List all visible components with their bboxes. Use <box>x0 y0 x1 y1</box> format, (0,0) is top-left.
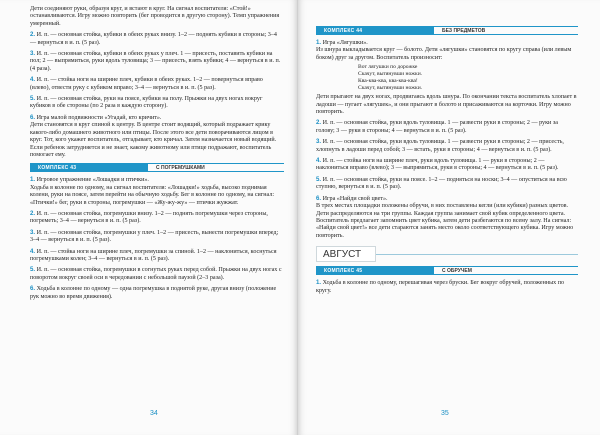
exercise-number: 3. <box>30 228 36 236</box>
paragraph: Дети соединяют руки, образуя круг, и встают в круг. На сигнал воспитателя: «Стой!» останавливаются. Игру можно повторить (бег проводится в другую сторону). Темп упражнения умеренный. <box>30 6 280 27</box>
exercise-text: И. п. — основная стойка, кубики в обеих руках у плеч. 1 — присесть, поставить кубики на пол; 2 — выпрямиться, руки вдоль туловища; 3 — присесть, взять кубики; 4 — вернуться в и. п. (4 раза). <box>30 51 281 72</box>
paragraph: Дети прыгают на двух ногах, продвигаясь вдоль шнура. По окончании текста воспитатель хлопает в ладоши — пугает «лягушек», и они прыгают в болото и присаживаются на корточки. Игру можно повторить. <box>316 94 577 116</box>
exercise-number: 6. <box>30 285 36 293</box>
exercise-3 <box>30 229 284 245</box>
exercise-text: Ходьба в колонне по одному, перешагивая через бруски. Бег вокруг обручей, положенных по кругу. <box>316 280 565 294</box>
poem-line: Скачут, вытянувши ножки. <box>358 71 423 78</box>
exercise-number: 4. <box>30 76 36 84</box>
exercise-5 <box>316 176 578 192</box>
exercise-text: И. п. — стойка ноги на ширине плеч, руки вдоль туловища. 1 — руки в стороны; 2 — наклониться вправо (влево); 3 — выпрямиться, руки в стороны; 4 — вернуться в и. п. (5 раз). <box>316 158 559 172</box>
paragraph: Ходьба в колонне по одному, на сигнал воспитателя: «Лошадки!» ходьба, высоко поднимая колени, руки на поясе, затем перейти на обычную ходьбу. Бег в колонне по одному, на сигнал: «Птички!» бег, руки в стороны, погремушки — «Жу-жу-жу» — птички жужжат. <box>30 184 275 206</box>
exercise-number: 1. <box>316 279 322 287</box>
exercise-text: Игра «Лягушки». <box>322 40 368 46</box>
complex-subtitle: С ОБРУЧЕМ <box>434 266 578 275</box>
complex-header <box>316 266 578 275</box>
exercise-number: 6. <box>30 113 36 121</box>
exercise-text: И. п. — стойка ноги на ширине плеч, кубики в обеих руках. 1–2 — повернуться вправо (влево), отвести руку с кубиком вправо; 3–4 — вернуться в и. п. (5 раз). <box>30 77 263 91</box>
exercise-4 <box>30 76 284 92</box>
exercise-text: И. п. — стойка ноги на ширине плеч, погремушки за спиной. 1–2 — наклониться, коснуться погремушками колен; 3–4 — вернуться в и. п. (5 раз). <box>30 248 277 262</box>
complex-subtitle: БЕЗ ПРЕДМЕТОВ <box>434 26 578 35</box>
exercise-number: 5. <box>30 95 36 103</box>
exercise-text: И. п. — основная стойка, руки вдоль туловища. 1 — развести руки в стороны; 2 — руки за голову; 3 — руки в стороны; 4 — вернуться в и. п. (5 раз). <box>316 120 558 134</box>
exercise-number: 5. <box>316 175 322 183</box>
exercise-number: 3. <box>30 50 36 58</box>
complex-subtitle: С ПОГРЕМУШКАМИ <box>148 163 284 172</box>
poem-line: Вот лягушки по дорожке <box>358 64 418 71</box>
page-number: 35 <box>441 410 449 417</box>
complex-label: КОМПЛЕКС 44 <box>316 26 434 35</box>
poem <box>316 64 578 92</box>
exercise-number: 3. <box>316 138 322 146</box>
exercise-2 <box>30 31 284 47</box>
complex-label: КОМПЛЕКС 45 <box>316 266 434 275</box>
right-page <box>298 0 600 435</box>
exercise-text: Ходьба в колонне по одному — одна погремушка в поднятой руке, другая внизу (положение рук можно во время движения). <box>30 286 277 300</box>
complex-header <box>316 26 578 35</box>
exercise-number: 2. <box>30 31 36 39</box>
exercise-text: Игра «Найди свой цвет». <box>322 195 388 202</box>
paragraph: В трех местах площадки положены обручи, в них поставлены кегли (или кубики) разных цветов. Дети распределяются на три группы. Каждая группа занимает свой кубик определенного цвета. Воспитатель предлагает запомнить цвет кубика, затем дети разбегаются по всему залу. На сигнал: «Найди свой цвет!» все дети стараются занять место около соответствующего кубика. Игру можно повторить. <box>316 203 574 239</box>
exercise-text: Игровое упражнение «Лошадки и птички». <box>36 177 149 184</box>
exercise-text: И. п. — основная стойка, руки вдоль туловища. 1 — развести руки в стороны; 2 — присесть, хлопнуть в ладоши перед собой; 3 — встать, руки в стороны; 4 — вернуться в и. п. (5 раз). <box>316 139 564 153</box>
exercise-5 <box>30 266 284 282</box>
month-label: АВГУСТ <box>316 246 376 262</box>
left-page-content <box>30 6 284 301</box>
exercise-number: 4. <box>316 157 322 165</box>
poem-line: Ква-ква-ква, ква-ква-ква! <box>358 78 418 85</box>
exercise-number: 4. <box>30 247 36 255</box>
exercise-number: 1. <box>30 176 36 184</box>
paragraph: Из шнура выкладывается круг — болото. Дети «лягушки» становятся по кругу справа (или левым боком) друг за другом. Воспитатель произносит: <box>316 47 572 61</box>
exercise-text: И. п. — основная стойка, погремушки внизу. 1–2 — поднять погремушки через стороны, погреметь; 3–4 — вернуться в и. п. (5 раз). <box>30 210 268 225</box>
paragraph: Дети становятся в круг спиной к центру. В центре стоит водящий, который подражает крику какого-либо домашнего животного или птицы. После этого все дети поворачиваются лицом в круг. Тот, кого укажет воспитатель, отгадывает, кто кричал. Затем назначается новый водящий. Если ребенок затрудняется и не знает, какому животному или птице подражают, воспитатель помогает ему. <box>30 122 277 158</box>
exercise-number: 6. <box>316 194 322 202</box>
exercise-text: И. п. — основная стойка, руки на поясе, кубики на полу. Прыжки на двух ногах вокруг кубиков в обе стороны (по 2 раза в каждую сторону). <box>30 96 263 110</box>
exercise-3 <box>30 50 284 73</box>
exercise-1 <box>30 176 284 184</box>
exercise-1 <box>316 279 578 295</box>
exercise-text: И. п. — основная стойка, погремушки у плеч. 1–2 — присесть, вынести погремушки вперед; 3–4 — вернуться в и. п. (5 раз). <box>30 229 279 244</box>
exercise-number: 5. <box>30 266 36 274</box>
exercise-5 <box>30 95 284 111</box>
complex-label: КОМПЛЕКС 43 <box>30 163 148 172</box>
right-page-content <box>316 6 578 295</box>
exercise-number: 1. <box>316 39 322 46</box>
exercise-number: 2. <box>30 209 36 217</box>
complex-header <box>30 163 284 172</box>
exercise-4 <box>30 248 284 264</box>
exercise-number: 2. <box>316 119 322 127</box>
exercise-3 <box>316 138 578 154</box>
left-page <box>0 0 298 435</box>
poem-line: Скачут, вытянувши ножки. <box>358 85 423 92</box>
exercise-text: Игра малой подвижности «Угадай, кто кричит». <box>36 114 162 121</box>
exercise-2 <box>316 119 578 135</box>
divider <box>376 254 578 255</box>
exercise-text: И. п. — основная стойка, руки на поясе. 1–2 — подняться на носки; 3–4 — опуститься на всю ступню, вернуться в и. п. (5 раз). <box>316 176 567 191</box>
exercise-4 <box>316 157 578 173</box>
exercise-6 <box>30 285 284 301</box>
page-number: 34 <box>150 410 158 417</box>
exercise-6 <box>316 195 578 203</box>
exercise-2 <box>30 210 284 226</box>
exercise-text: И. п. — основная стойка, кубики в обеих руках внизу. 1–2 — поднять кубики в стороны; 3–4 — вернуться в и. п. (5 раз). <box>30 32 277 46</box>
exercise-text: И. п. — основная стойка, погремушки в согнутых руках перед собой. Прыжки на двух ногах с поворотом вокруг своей оси в чередовании с небольшой паузой (2–3 раза). <box>30 267 282 281</box>
month-header <box>316 246 578 262</box>
